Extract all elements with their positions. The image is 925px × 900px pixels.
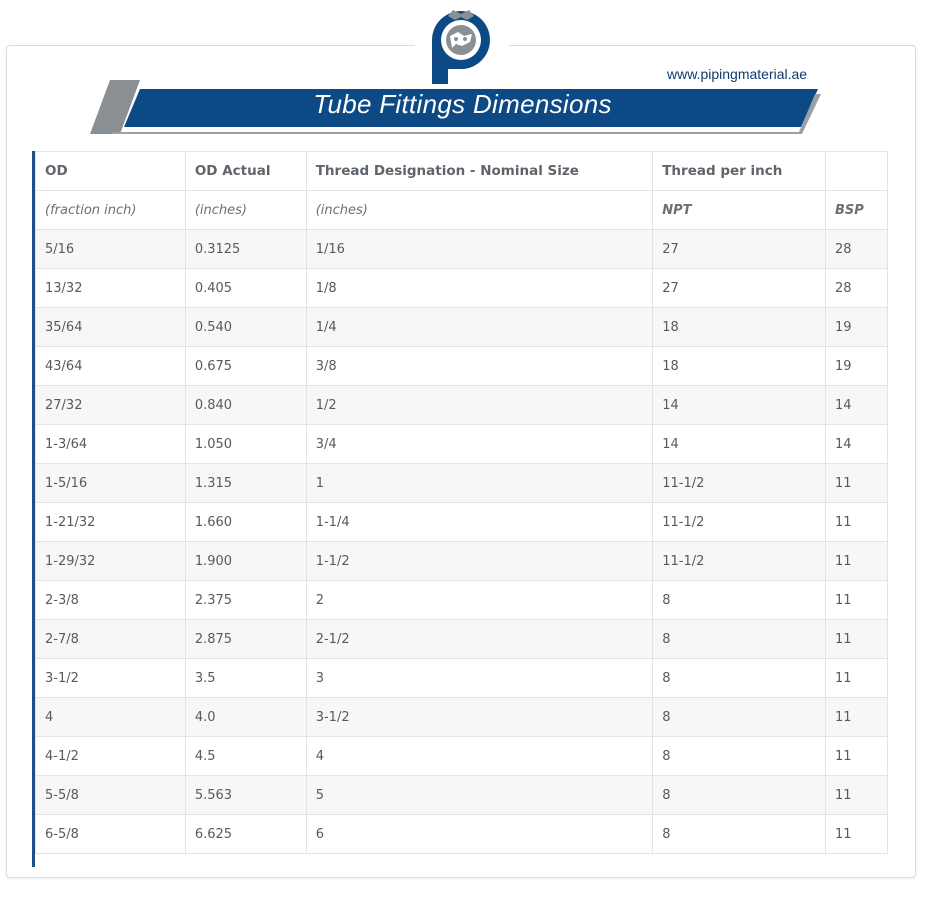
cell-bsp: 11 — [826, 581, 888, 620]
table-row — [36, 230, 888, 269]
subheader-inches: (inches) — [185, 191, 306, 230]
cell-bsp: 28 — [826, 230, 888, 269]
cell-npt: 14 — [653, 425, 826, 464]
cell-npt: 8 — [653, 620, 826, 659]
table-row — [36, 269, 888, 308]
cell-npt: 11-1/2 — [653, 464, 826, 503]
table-row — [36, 815, 888, 854]
cell-npt: 8 — [653, 659, 826, 698]
cell-bsp: 11 — [826, 464, 888, 503]
cell-npt: 11-1/2 — [653, 542, 826, 581]
cell-od-actual: 5.563 — [185, 776, 306, 815]
table-row — [36, 503, 888, 542]
cell-npt: 14 — [653, 386, 826, 425]
cell-od-actual: 2.375 — [185, 581, 306, 620]
cell-od-actual: 3.5 — [185, 659, 306, 698]
cell-npt: 27 — [653, 269, 826, 308]
cell-npt: 8 — [653, 815, 826, 854]
cell-npt: 8 — [653, 698, 826, 737]
cell-od: 13/32 — [36, 269, 186, 308]
cell-od-actual: 0.675 — [185, 347, 306, 386]
cell-od: 1-3/64 — [36, 425, 186, 464]
cell-od: 4 — [36, 698, 186, 737]
cell-bsp: 11 — [826, 503, 888, 542]
subheader-bsp: BSP — [826, 191, 888, 230]
cell-bsp: 11 — [826, 620, 888, 659]
header-od-actual: OD Actual — [185, 152, 306, 191]
table-row — [36, 425, 888, 464]
cell-od-actual: 6.625 — [185, 815, 306, 854]
table-row — [36, 542, 888, 581]
cell-bsp: 11 — [826, 737, 888, 776]
cell-nominal-size: 1-1/2 — [306, 542, 653, 581]
cell-npt: 11-1/2 — [653, 503, 826, 542]
cell-od-actual: 4.5 — [185, 737, 306, 776]
table-row — [36, 581, 888, 620]
cell-npt: 18 — [653, 347, 826, 386]
cell-nominal-size: 4 — [306, 737, 653, 776]
cell-nominal-size: 2-1/2 — [306, 620, 653, 659]
cell-od: 43/64 — [36, 347, 186, 386]
header-thread-per-inch: Thread per inch — [653, 152, 826, 191]
cell-bsp: 11 — [826, 659, 888, 698]
cell-nominal-size: 1/8 — [306, 269, 653, 308]
cell-od: 5/16 — [36, 230, 186, 269]
cell-nominal-size: 3/4 — [306, 425, 653, 464]
cell-od-actual: 1.900 — [185, 542, 306, 581]
cell-od-actual: 0.405 — [185, 269, 306, 308]
table-row — [36, 737, 888, 776]
banner-title: Tube Fittings Dimensions — [313, 89, 612, 119]
cell-od: 4-1/2 — [36, 737, 186, 776]
cell-od-actual: 1.660 — [185, 503, 306, 542]
cell-nominal-size: 6 — [306, 815, 653, 854]
cell-bsp: 14 — [826, 386, 888, 425]
table-row — [36, 347, 888, 386]
table-row — [36, 776, 888, 815]
cell-nominal-size: 3 — [306, 659, 653, 698]
cell-nominal-size: 1/4 — [306, 308, 653, 347]
cell-bsp: 11 — [826, 776, 888, 815]
table-row — [36, 620, 888, 659]
cell-od-actual: 0.3125 — [185, 230, 306, 269]
cell-npt: 8 — [653, 776, 826, 815]
cell-od-actual: 0.840 — [185, 386, 306, 425]
cell-od-actual: 1.315 — [185, 464, 306, 503]
table-subheader-row — [36, 191, 888, 230]
cell-od-actual: 2.875 — [185, 620, 306, 659]
table-row — [36, 698, 888, 737]
cell-npt: 27 — [653, 230, 826, 269]
cell-nominal-size: 5 — [306, 776, 653, 815]
cell-od: 6-5/8 — [36, 815, 186, 854]
header-thread-designation: Thread Designation - Nominal Size — [306, 152, 653, 191]
subheader-npt: NPT — [653, 191, 826, 230]
cell-npt: 8 — [653, 737, 826, 776]
table-row — [36, 308, 888, 347]
cell-npt: 8 — [653, 581, 826, 620]
dimensions-table — [35, 151, 888, 854]
cell-bsp: 19 — [826, 347, 888, 386]
cell-od: 2-7/8 — [36, 620, 186, 659]
cell-od: 3-1/2 — [36, 659, 186, 698]
cell-bsp: 19 — [826, 308, 888, 347]
cell-nominal-size: 2 — [306, 581, 653, 620]
cell-bsp: 11 — [826, 698, 888, 737]
cell-nominal-size: 1-1/4 — [306, 503, 653, 542]
subheader-inches-nominal: (inches) — [306, 191, 653, 230]
cell-od: 1-29/32 — [36, 542, 186, 581]
cell-nominal-size: 1 — [306, 464, 653, 503]
table-header-row — [36, 152, 888, 191]
cell-npt: 18 — [653, 308, 826, 347]
cell-nominal-size: 3-1/2 — [306, 698, 653, 737]
cell-od: 5-5/8 — [36, 776, 186, 815]
cell-od-actual: 4.0 — [185, 698, 306, 737]
cell-nominal-size: 1/16 — [306, 230, 653, 269]
header-empty — [826, 152, 888, 191]
cell-bsp: 11 — [826, 815, 888, 854]
cell-od: 35/64 — [36, 308, 186, 347]
cell-nominal-size: 3/8 — [306, 347, 653, 386]
website-url[interactable]: www.pipingmaterial.ae — [667, 66, 808, 82]
cell-od: 27/32 — [36, 386, 186, 425]
table-row — [36, 464, 888, 503]
cell-od-actual: 1.050 — [185, 425, 306, 464]
cell-nominal-size: 1/2 — [306, 386, 653, 425]
cell-od: 2-3/8 — [36, 581, 186, 620]
pipingmaterial-logo-icon — [426, 6, 496, 84]
subheader-fraction-inch: (fraction inch) — [36, 191, 186, 230]
cell-bsp: 28 — [826, 269, 888, 308]
cell-od: 1-21/32 — [36, 503, 186, 542]
table-row — [36, 659, 888, 698]
table-row — [36, 386, 888, 425]
header-od: OD — [36, 152, 186, 191]
cell-bsp: 11 — [826, 542, 888, 581]
cell-od: 1-5/16 — [36, 464, 186, 503]
cell-od-actual: 0.540 — [185, 308, 306, 347]
cell-bsp: 14 — [826, 425, 888, 464]
